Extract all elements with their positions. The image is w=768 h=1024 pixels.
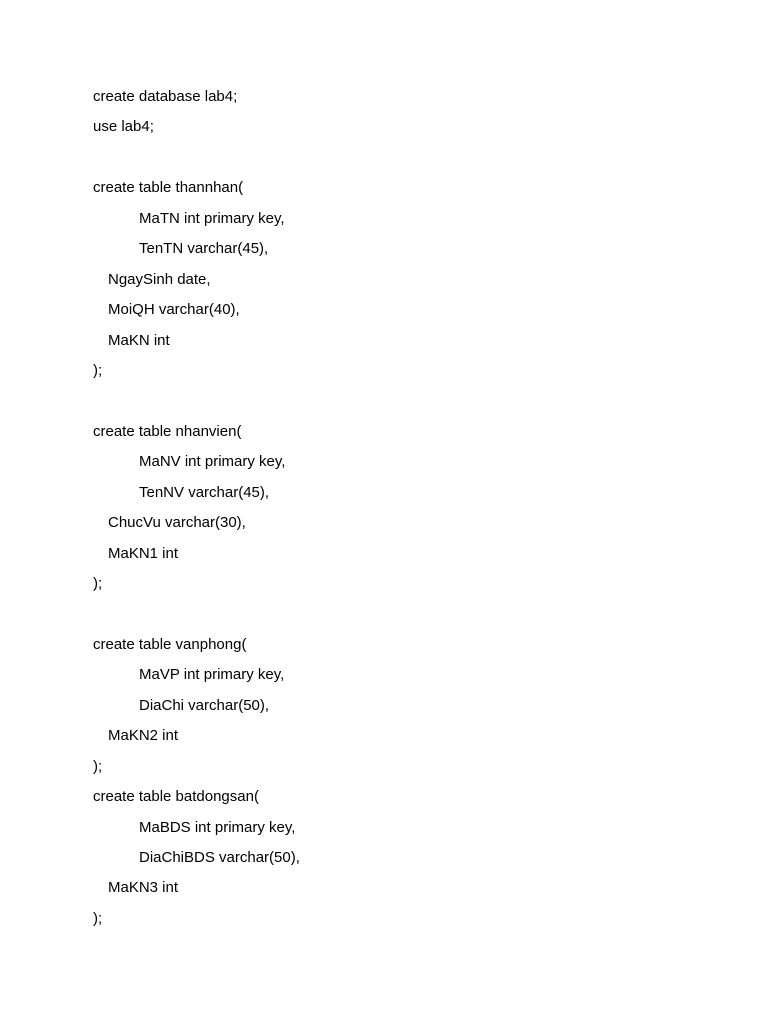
document-line: use lab4; xyxy=(93,118,154,136)
document-line: create table nhanvien( xyxy=(93,422,242,440)
document-line: MaVP int primary key, xyxy=(139,666,285,684)
document-body xyxy=(93,86,713,938)
blank-line xyxy=(93,603,713,633)
blank-line xyxy=(93,147,713,177)
document-line: ChucVu varchar(30), xyxy=(108,514,246,532)
document-line: TenTN varchar(45), xyxy=(139,240,269,258)
document-line: create table thannhan( xyxy=(93,179,244,197)
document-line: ); xyxy=(93,575,103,592)
document-line: TenNV varchar(45), xyxy=(139,483,270,501)
document-line: create database lab4; xyxy=(93,88,238,105)
document-line: MaKN1 int xyxy=(108,544,179,562)
document-line: DiaChi varchar(50), xyxy=(139,696,270,714)
document-line: ); xyxy=(93,757,103,775)
document-line: MaBDS int primary key, xyxy=(139,818,296,836)
document-line: DiaChiBDS varchar(50), xyxy=(139,848,300,866)
document-line: MaKN int xyxy=(108,331,170,349)
document-line: MoiQH varchar(40), xyxy=(108,301,240,319)
document-line: MaTN int primary key, xyxy=(139,209,285,227)
document-line: MaNV int primary key, xyxy=(139,453,286,471)
document-line: NgaySinh date, xyxy=(108,270,211,288)
blank-line xyxy=(93,390,713,420)
document-line: create table vanphong( xyxy=(93,635,247,653)
document-line: create table batdongsan( xyxy=(93,788,259,806)
document-line: ); xyxy=(93,909,103,927)
document-line: ); xyxy=(93,361,103,379)
document-line: MaKN2 int xyxy=(108,727,179,745)
document-line: MaKN3 int xyxy=(108,879,179,897)
